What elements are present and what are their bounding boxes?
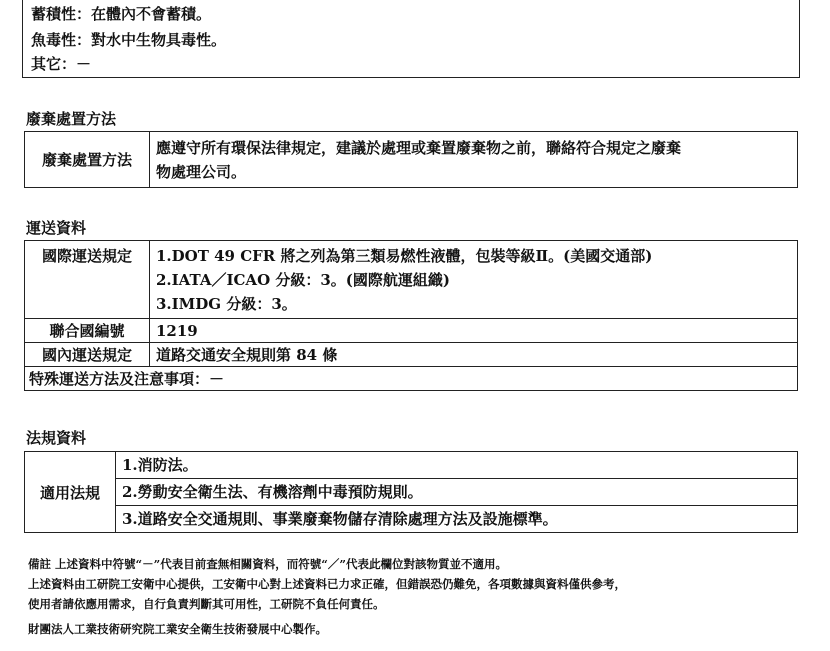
waste-content: [150, 132, 798, 188]
domestic-label: 國內運送規定: [25, 343, 150, 367]
special-transport: 特殊運送方法及注意事項：－: [25, 367, 798, 391]
regulation-item: 3.道路安全交通規則、事業廢棄物儲存清除處理方法及設施標準。: [122, 510, 558, 528]
waste-content-line: 物處理公司。: [156, 162, 247, 181]
domestic-value: 道路交通安全規則第 84 條: [150, 343, 798, 367]
intl-item: 1.DOT 49 CFR 將之列為第三類易燃性液體，包裝等級Ⅱ。(美國交通部): [156, 246, 653, 265]
un-label: 聯合國編號: [25, 319, 150, 343]
other-text: 其它：－: [31, 55, 92, 73]
note-line: 備註 上述資料中符號“－”代表目前查無相關資料，而符號“／”代表此欄位對該物質並不適用。: [28, 557, 507, 571]
transport-table: [24, 240, 798, 391]
regulation-heading: 法規資料: [26, 429, 87, 447]
regulation-item: 2.勞動安全衛生法、有機溶劑中毒預防規則。: [116, 479, 797, 506]
note-line: 上述資料由工研院工安衛中心提供，工安衛中心對上述資料已力求正確，但錯誤恐仍難免，各項數據與資料僅供參考，: [28, 577, 626, 591]
fish-toxicity-text: 魚毒性：對水中生物具毒性。: [31, 31, 227, 49]
footer-credit: 財團法人工業技術研究院工業安全衛生技術發展中心製作。: [28, 622, 327, 636]
regulation-table: [24, 451, 798, 533]
note-line: 使用者請依應用需求，自行負責判斷其可用性，工研院不負任何責任。: [28, 597, 385, 611]
transport-heading: 運送資料: [26, 219, 87, 237]
waste-table: [24, 131, 798, 188]
intl-item: 2.IATA／ICAO 分級：3。(國際航運組織): [156, 270, 450, 289]
waste-content-line: 應遵守所有環保法律規定，建議於處理或棄置廢棄物之前，聯絡符合規定之廢棄: [156, 138, 682, 157]
regulation-item: 1.消防法。: [116, 452, 797, 479]
ecology-box: [22, 0, 800, 78]
regulation-content: [116, 452, 798, 533]
waste-heading: 廢棄處置方法: [26, 110, 117, 128]
intl-item: 3.IMDG 分級：3。: [156, 294, 297, 313]
bioaccumulation-text: 蓄積性：在體內不會蓄積。: [31, 5, 212, 23]
intl-content: [150, 241, 798, 319]
un-value: 1219: [150, 319, 798, 343]
intl-label: 國際運送規定: [25, 241, 150, 319]
waste-label: 廢棄處置方法: [25, 132, 150, 188]
regulation-label: 適用法規: [25, 452, 116, 533]
